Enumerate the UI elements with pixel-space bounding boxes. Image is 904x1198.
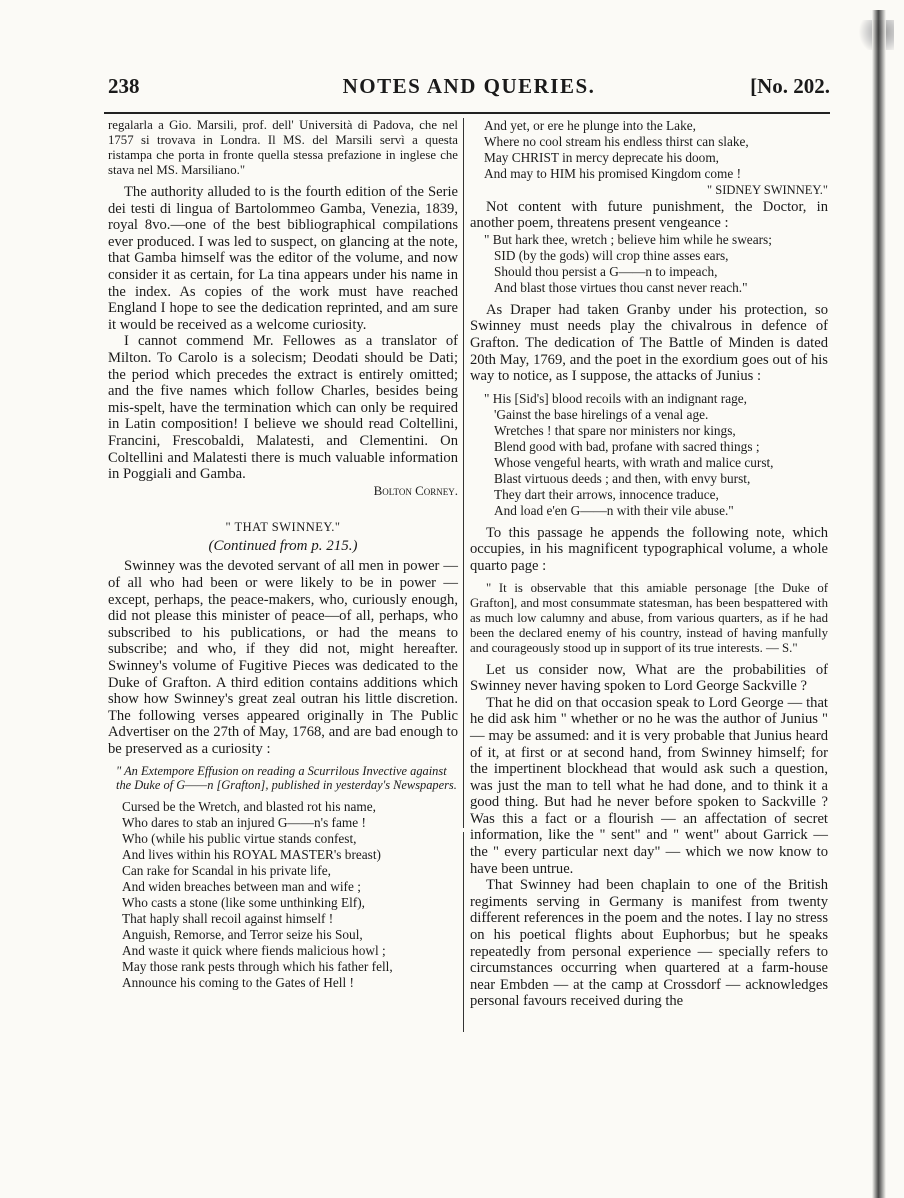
paragraph: The authority alluded to is the fourth edition of the Serie dei testi di lingua of Bartolommeo Gamba, Venezia, 1839, royal 8vo.—one of the best bibliographical compilations ever produced. I was led to suspect, on glancing at the note, that Gamba himself was the editor of the volume, and now consider it as certain, for La tina appears under his name in the index. As copies of the work must have reached England I hope to see the dedication reprinted, and am sure it would be received as a welcome curiosity.: [108, 184, 458, 333]
poem-line: Announce his coming to the Gates of Hell !: [122, 974, 354, 990]
continued-note: (Continued from p. 215.): [208, 537, 358, 554]
poem-line: Who casts a stone (like some unthinking Elf),: [122, 894, 365, 910]
poem-line: SID (by the gods) will crop thine asses ears,: [494, 247, 729, 263]
journal-title: NOTES AND QUERIES.: [342, 74, 596, 98]
poem-line: Who dares to stab an injured G——n's fame !: [122, 814, 366, 830]
signature: Bolton Corney.: [373, 482, 458, 498]
poem-line: And yet, or ere he plunge into the Lake,: [484, 118, 696, 133]
poem-line: That haply shall recoil against himself !: [122, 910, 334, 926]
section-title: " THAT SWINNEY.": [225, 520, 341, 535]
poem-line: Who (while his public virtue stands confest,: [122, 830, 357, 846]
page-edge-shadow: [872, 10, 886, 1198]
poem-line: Can rake for Scandal in his private life,: [122, 862, 331, 878]
italian-quote: regalarla a Gio. Marsili, prof. dell' Università di Padova, che nel 1757 si trovava in Londra. Il MS. del Marsili servì a questa ristampa che porta in fronte quella stessa prefazione in inglese che stava nel MS. Marsiliano.": [108, 118, 458, 177]
poem-line: Cursed be the Wretch, and blasted rot his name,: [122, 798, 377, 814]
poem-line: Should thou persist a G——n to impeach,: [494, 263, 718, 279]
poem-heading: " An Extempore Effusion on reading a Scurrilous Invective against the Duke of G——n [Grafton], published in yesterday's Newspapers.: [116, 763, 457, 793]
paragraph: Let us consider now, What are the probabilities of Swinney never having spoken to Lord George Sackville ?: [470, 661, 828, 695]
paragraph: That he did on that occasion speak to Lord George — that he did ask him " whether or no he was the author of Junius " — may be assumed: and it is very probable that Junius heard of it, at first or at second hand, from Swinney himself; for the impertinent blockhead that would ask such a question, was just the man to tell what he had done, and to think it a good thing. But had he never before spoken to Sackville ? Was this a fact or a flourish — an affectation of secret information, like the " sent" and " went" about Garrick — the " every particular next day" — which we now know to have been untrue.: [470, 694, 828, 877]
poem-line: " But hark thee, wretch ; believe him while he swears;: [484, 231, 772, 247]
column-divider: [463, 118, 464, 828]
poem-line: And lives within his ROYAL MASTER's breast): [122, 846, 381, 862]
poem-line: Where no cool stream his endless thirst can slake,: [484, 134, 749, 149]
right-column: [470, 118, 828, 1010]
page-number: 238: [108, 74, 140, 98]
poem-line: And widen breaches between man and wife ;: [122, 878, 361, 894]
poem-line: Blend good with bad, profane with sacred things ;: [494, 438, 760, 454]
poem: [470, 118, 828, 182]
poem-line: Blast virtuous deeds ; and then, with envy burst,: [494, 470, 751, 486]
poem-line: And load e'en G——n with their vile abuse.": [494, 502, 734, 518]
page-header: [108, 74, 830, 104]
issue-number: [No. 202.: [750, 74, 830, 98]
poem: [470, 391, 828, 519]
poem-line: Whose vengeful hearts, with wrath and malice curst,: [494, 454, 774, 470]
poem-line: And blast those virtues thou canst never reach.": [494, 279, 748, 295]
poem-line: " His [Sid's] blood recoils with an indignant rage,: [484, 390, 748, 406]
paragraph: Swinney was the devoted servant of all men in power — of all who had been or were likely to be in power — except, perhaps, the peace-makers, who, curiously enough, did not please this minister of peace—of all, perhaps, who subscribed to his publications, or had the means to subscribe; and who, if they did not, might hereafter. Swinney's volume of Fugitive Pieces was dedicated to the Duke of Grafton. A third edition contains additions which show how Swinney's great zeal outran his little discretion. The following verses appeared originally in The Public Advertiser on the 27th of May, 1768, and are bad enough to be preserved as a curiosity :: [108, 558, 458, 757]
left-column: [108, 118, 458, 991]
paragraph: Not content with future punishment, the Doctor, in another poem, threatens present vengeance :: [470, 198, 828, 232]
paragraph: To this passage he appends the following note, which occupies, in his magnificent typographical volume, a whole quarto page :: [470, 524, 828, 574]
poem-line: Anguish, Remorse, and Terror seize his Soul,: [122, 926, 363, 942]
header-rule: [104, 112, 830, 114]
poem-signature: " SIDNEY SWINNEY.": [707, 183, 828, 197]
poem-line: And waste it quick where fiends malicious howl ;: [122, 942, 386, 958]
paragraph: As Draper had taken Granby under his protection, so Swinney must needs play the chivalrous in defence of Grafton. The dedication of The Battle of Minden is dated 20th May, 1769, and the poet in the exordium goes out of his way to notice, as I suppose, the attacks of Junius :: [470, 301, 828, 385]
poem: [470, 232, 828, 296]
poem-line: May CHRIST in mercy deprecate his doom,: [484, 150, 719, 165]
paragraph: That Swinney had been chaplain to one of the British regiments serving in Germany is manifest from twenty different references in the poem and the notes. I lay no stress on his poetical flights about Euphorbus; but he speaks repeatedly from personal experience — specially refers to circumstances occurring when quartered at a farm-house near Embden — at the camp at Crossdorf — acknowledges personal favours received during the: [470, 877, 828, 1010]
poem-line: They dart their arrows, innocence traduce,: [494, 486, 719, 502]
poem-line: Wretches ! that spare nor ministers nor kings,: [494, 422, 736, 438]
paragraph: I cannot commend Mr. Fellowes as a translator of Milton. To Carolo is a solecism; Deodati should be Dati; the period which precedes the extract is entirely omitted; and the five names which follow Charles, besides being mis-spelt, have the termination which can only be required in Latin composition! I believe we should read Coltellini, Francini, Frescobaldi, Malatesti, and Clementini. On Coltellini and Malatesti there is much valuable information in Poggiali and Gamba.: [108, 333, 458, 483]
poem-line: And may to HIM his promised Kingdom come !: [484, 166, 742, 181]
footnote-quote: " It is observable that this amiable personage [the Duke of Grafton], and most consummate statesman, has been bespattered with as much low calumny and abuse, from various quarters, as if he had been the declared enemy of his country, instead of having manfully and courageously stood up in support of its true interests. — S.": [470, 580, 828, 655]
poem-line: 'Gainst the base hirelings of a venal age.: [494, 406, 709, 422]
column-divider-lower: [463, 832, 464, 1032]
poem-line: May those rank pests through which his father fell,: [122, 958, 393, 974]
poem: [108, 799, 458, 991]
